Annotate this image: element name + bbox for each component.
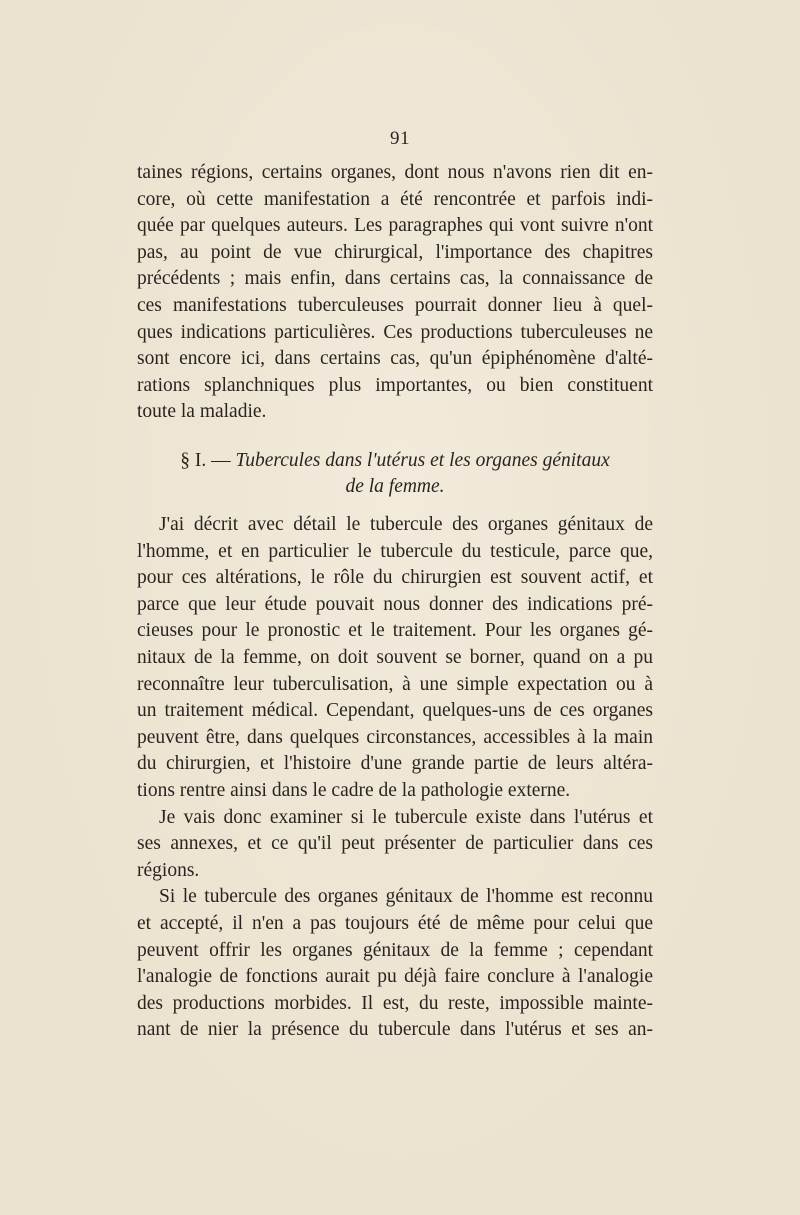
text-line: rations splanchniques plus importantes, ou bien constituent	[137, 374, 653, 396]
paragraph-1	[137, 160, 653, 426]
text-line: l'analogie de fonctions aurait pu déjà faire conclure à l'analogie	[137, 966, 653, 988]
page-number: 91	[390, 128, 410, 149]
text-line: sont encore ici, dans certains cas, qu'un épiphénomène d'alté-	[137, 348, 653, 370]
paragraph-group	[137, 512, 653, 1044]
text-line: taines régions, certains organes, dont nous n'avons rien dit en-	[137, 162, 653, 183]
text-line: ses annexes, et ce qu'il peut présenter de particulier dans ces	[137, 833, 653, 855]
text-line: pas, au point de vue chirurgical, l'importance des chapitres	[137, 241, 653, 263]
text-line: pour ces altérations, le rôle du chirurgien est souvent actif, et	[137, 567, 653, 589]
text-line: précédents ; mais enfin, dans certains cas, la connaissance de	[137, 268, 653, 290]
text-line: cieuses pour le pronostic et le traitement. Pour les organes gé-	[137, 620, 653, 642]
text-line: ces manifestations tuberculeuses pourrait donner lieu à quel-	[137, 294, 653, 316]
text-line: toute la maladie.	[137, 401, 267, 423]
text-line: parce que leur étude pouvait nous donner des indications pré-	[137, 593, 653, 615]
text-line: des productions morbides. Il est, du reste, impossible mainte-	[137, 992, 653, 1014]
text-line: peuvent être, dans quelques circonstances, accessibles à la main	[137, 726, 653, 748]
text-line: nitaux de la femme, on doit souvent se borner, quand on a pu	[137, 646, 653, 668]
section-heading-line-2	[137, 474, 653, 500]
text-line: Je vais donc examiner si le tubercule existe dans l'utérus et	[159, 806, 653, 828]
text-line: nant de nier la présence du tubercule dans l'utérus et ses an-	[137, 1019, 653, 1041]
text-line: et accepté, il n'en a pas toujours été de même pour celui que	[137, 912, 653, 934]
text-line: core, où cette manifestation a été rencontrée et parfois indi-	[137, 188, 653, 210]
text-line: ques indications particulières. Ces productions tuberculeuses ne	[137, 321, 653, 343]
section-title-line-2: de la femme.	[345, 476, 445, 497]
text-line: quée par quelques auteurs. Les paragraphes qui vont suivre n'ont	[137, 215, 653, 237]
text-line: un traitement médical. Cependant, quelques-uns de ces organes	[137, 700, 653, 722]
text-line: peuvent offrir les organes génitaux de la femme ; cependant	[137, 939, 653, 961]
text-line: Si le tubercule des organes génitaux de l'homme est reconnu	[159, 886, 653, 908]
text-line: régions.	[137, 859, 200, 881]
text-line: du chirurgien, et l'histoire d'une grande partie de leurs altéra-	[137, 753, 653, 775]
section-heading-line-1	[137, 448, 653, 474]
section-heading	[137, 448, 653, 500]
section-title-line-1: Tubercules dans l'utérus et les organes génitaux	[235, 450, 610, 471]
text-line: J'ai décrit avec détail le tubercule des organes génitaux de	[159, 514, 653, 535]
section-number: § I. —	[180, 450, 231, 471]
text-line: l'homme, et en particulier le tubercule du testicule, parce que,	[137, 540, 653, 562]
text-line: reconnaître leur tuberculisation, à une simple expectation ou à	[137, 673, 653, 695]
text-line: tions rentre ainsi dans le cadre de la pathologie externe.	[137, 779, 571, 801]
